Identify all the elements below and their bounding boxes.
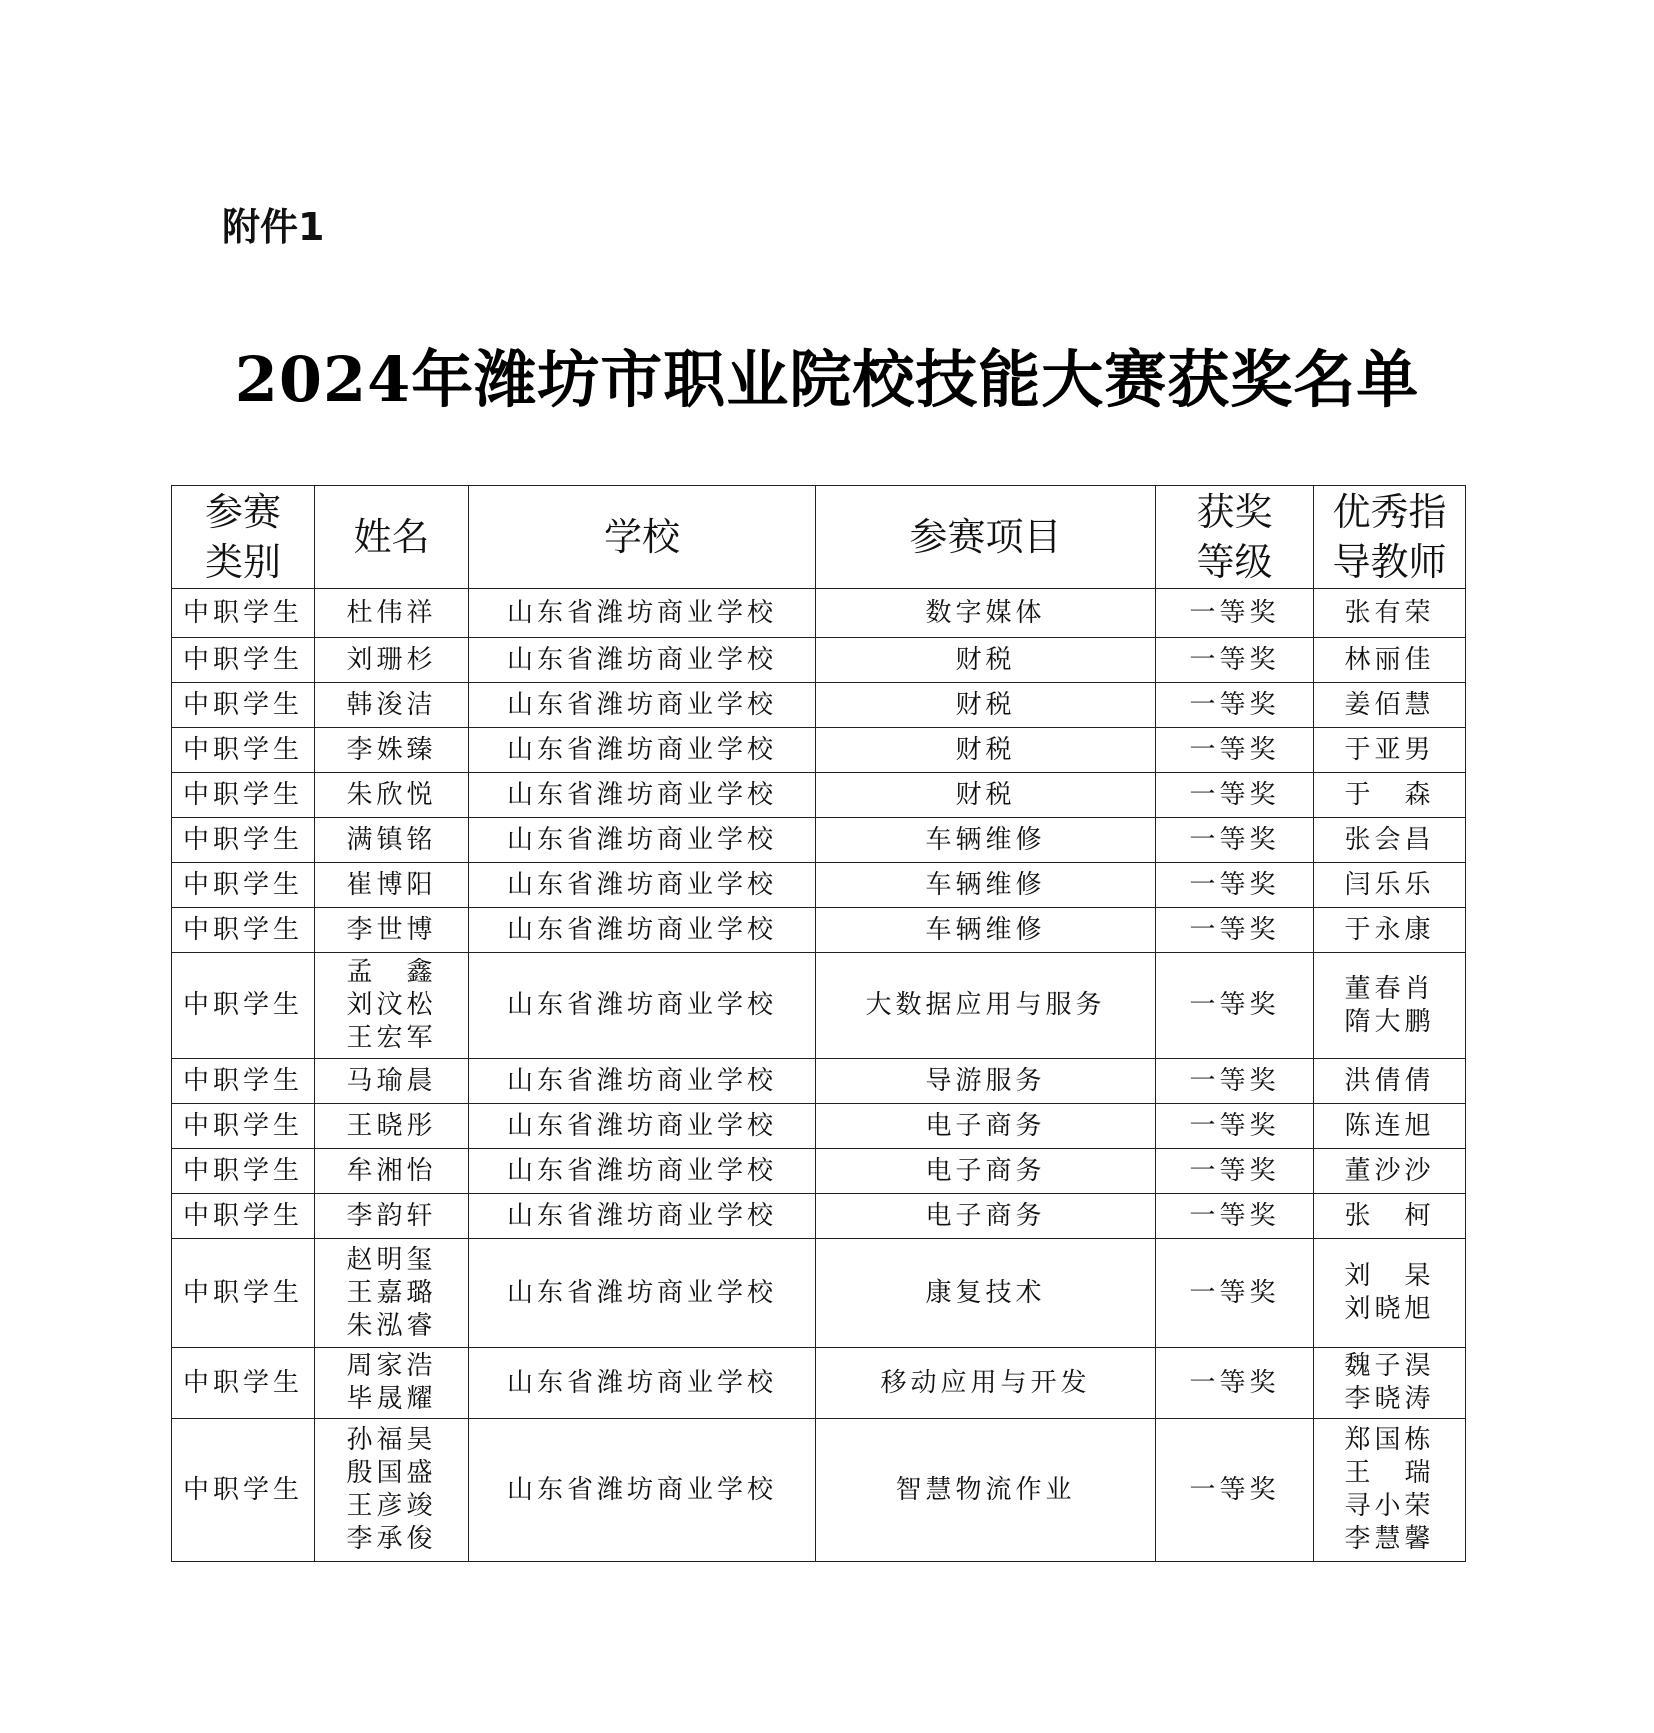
cell-award-level: 一等奖 (1156, 953, 1314, 1059)
cell-school: 山东省潍坊商业学校 (469, 953, 816, 1059)
awards-table (171, 485, 1466, 1562)
cell-names: 杜伟祥 (315, 589, 469, 638)
cell-project: 移动应用与开发 (816, 1348, 1156, 1419)
cell-project: 财税 (816, 773, 1156, 818)
cell-names: 王晓彤 (315, 1104, 469, 1149)
cell-names: 朱欣悦 (315, 773, 469, 818)
cell-project: 车辆维修 (816, 863, 1156, 908)
cell-category: 中职学生 (172, 1194, 315, 1239)
cell-project: 车辆维修 (816, 908, 1156, 953)
cell-award-level: 一等奖 (1156, 908, 1314, 953)
cell-names: 马瑜晨 (315, 1059, 469, 1104)
cell-award-level: 一等奖 (1156, 1149, 1314, 1194)
cell-award-level: 一等奖 (1156, 638, 1314, 683)
header-school: 学校 (469, 486, 816, 589)
cell-project: 财税 (816, 728, 1156, 773)
cell-category: 中职学生 (172, 818, 315, 863)
cell-award-level: 一等奖 (1156, 1348, 1314, 1419)
cell-teachers: 郑国栋 王 瑞 寻小荣 李慧馨 (1314, 1419, 1466, 1562)
cell-category: 中职学生 (172, 908, 315, 953)
cell-teachers: 于 森 (1314, 773, 1466, 818)
cell-names: 牟湘怡 (315, 1149, 469, 1194)
cell-teachers: 魏子淏 李晓涛 (1314, 1348, 1466, 1419)
table-row (172, 1239, 1466, 1348)
table-row (172, 1149, 1466, 1194)
cell-names: 韩浚洁 (315, 683, 469, 728)
cell-project: 财税 (816, 638, 1156, 683)
table-row (172, 589, 1466, 638)
cell-school: 山东省潍坊商业学校 (469, 818, 816, 863)
cell-award-level: 一等奖 (1156, 1239, 1314, 1348)
cell-school: 山东省潍坊商业学校 (469, 863, 816, 908)
cell-names: 刘珊杉 (315, 638, 469, 683)
cell-category: 中职学生 (172, 1059, 315, 1104)
document-title: 2024年潍坊市职业院校技能大赛获奖名单 (234, 343, 1420, 416)
cell-teachers: 林丽佳 (1314, 638, 1466, 683)
table-row (172, 683, 1466, 728)
cell-award-level: 一等奖 (1156, 863, 1314, 908)
cell-teachers: 张有荣 (1314, 589, 1466, 638)
cell-school: 山东省潍坊商业学校 (469, 728, 816, 773)
cell-teachers: 于亚男 (1314, 728, 1466, 773)
cell-project: 康复技术 (816, 1239, 1156, 1348)
cell-school: 山东省潍坊商业学校 (469, 1239, 816, 1348)
cell-project: 电子商务 (816, 1194, 1156, 1239)
cell-teachers: 陈连旭 (1314, 1104, 1466, 1149)
cell-school: 山东省潍坊商业学校 (469, 589, 816, 638)
cell-project: 电子商务 (816, 1104, 1156, 1149)
table-row (172, 1059, 1466, 1104)
cell-teachers: 刘 杲 刘晓旭 (1314, 1239, 1466, 1348)
cell-school: 山东省潍坊商业学校 (469, 1149, 816, 1194)
attachment-label: 附件1 (222, 205, 325, 249)
cell-category: 中职学生 (172, 1348, 315, 1419)
cell-names: 李韵轩 (315, 1194, 469, 1239)
cell-names: 赵明玺 王嘉璐 朱泓睿 (315, 1239, 469, 1348)
cell-project: 大数据应用与服务 (816, 953, 1156, 1059)
table-body (172, 589, 1466, 1562)
cell-award-level: 一等奖 (1156, 1194, 1314, 1239)
table-row (172, 953, 1466, 1059)
table-row (172, 818, 1466, 863)
cell-award-level: 一等奖 (1156, 1104, 1314, 1149)
cell-names: 李姝臻 (315, 728, 469, 773)
cell-school: 山东省潍坊商业学校 (469, 1419, 816, 1562)
cell-category: 中职学生 (172, 589, 315, 638)
cell-category: 中职学生 (172, 638, 315, 683)
cell-award-level: 一等奖 (1156, 589, 1314, 638)
cell-category: 中职学生 (172, 728, 315, 773)
cell-teachers: 闫乐乐 (1314, 863, 1466, 908)
cell-award-level: 一等奖 (1156, 1419, 1314, 1562)
table-row (172, 1194, 1466, 1239)
cell-school: 山东省潍坊商业学校 (469, 908, 816, 953)
table-header (172, 486, 1466, 589)
table-row (172, 1104, 1466, 1149)
cell-school: 山东省潍坊商业学校 (469, 1059, 816, 1104)
cell-school: 山东省潍坊商业学校 (469, 1194, 816, 1239)
header-row (172, 486, 1466, 589)
cell-category: 中职学生 (172, 1239, 315, 1348)
cell-names: 周家浩 毕晟耀 (315, 1348, 469, 1419)
cell-category: 中职学生 (172, 683, 315, 728)
cell-project: 智慧物流作业 (816, 1419, 1156, 1562)
table-row (172, 773, 1466, 818)
cell-category: 中职学生 (172, 863, 315, 908)
cell-school: 山东省潍坊商业学校 (469, 773, 816, 818)
cell-school: 山东省潍坊商业学校 (469, 683, 816, 728)
cell-teachers: 张会昌 (1314, 818, 1466, 863)
cell-category: 中职学生 (172, 953, 315, 1059)
table-row (172, 908, 1466, 953)
cell-project: 车辆维修 (816, 818, 1156, 863)
cell-award-level: 一等奖 (1156, 818, 1314, 863)
header-category: 参赛 类别 (172, 486, 315, 589)
table-row (172, 728, 1466, 773)
cell-category: 中职学生 (172, 1419, 315, 1562)
table-row (172, 1348, 1466, 1419)
header-name: 姓名 (315, 486, 469, 589)
table-row (172, 1419, 1466, 1562)
cell-names: 满镇铭 (315, 818, 469, 863)
cell-school: 山东省潍坊商业学校 (469, 638, 816, 683)
cell-award-level: 一等奖 (1156, 683, 1314, 728)
cell-teachers: 董沙沙 (1314, 1149, 1466, 1194)
cell-award-level: 一等奖 (1156, 773, 1314, 818)
cell-category: 中职学生 (172, 1104, 315, 1149)
header-award-level: 获奖 等级 (1156, 486, 1314, 589)
cell-category: 中职学生 (172, 1149, 315, 1194)
cell-teachers: 张 柯 (1314, 1194, 1466, 1239)
table-row (172, 638, 1466, 683)
cell-teachers: 于永康 (1314, 908, 1466, 953)
cell-teachers: 洪倩倩 (1314, 1059, 1466, 1104)
cell-school: 山东省潍坊商业学校 (469, 1348, 816, 1419)
cell-school: 山东省潍坊商业学校 (469, 1104, 816, 1149)
cell-category: 中职学生 (172, 773, 315, 818)
cell-award-level: 一等奖 (1156, 1059, 1314, 1104)
table-row (172, 863, 1466, 908)
cell-names: 孙福昊 殷国盛 王彦竣 李承俊 (315, 1419, 469, 1562)
cell-project: 电子商务 (816, 1149, 1156, 1194)
cell-names: 李世博 (315, 908, 469, 953)
cell-project: 导游服务 (816, 1059, 1156, 1104)
cell-award-level: 一等奖 (1156, 728, 1314, 773)
cell-names: 孟 鑫 刘汶松 王宏军 (315, 953, 469, 1059)
cell-project: 数字媒体 (816, 589, 1156, 638)
header-project: 参赛项目 (816, 486, 1156, 589)
cell-teachers: 姜佰慧 (1314, 683, 1466, 728)
cell-teachers: 董春肖 隋大鹏 (1314, 953, 1466, 1059)
cell-project: 财税 (816, 683, 1156, 728)
cell-names: 崔博阳 (315, 863, 469, 908)
header-teachers: 优秀指 导教师 (1314, 486, 1466, 589)
